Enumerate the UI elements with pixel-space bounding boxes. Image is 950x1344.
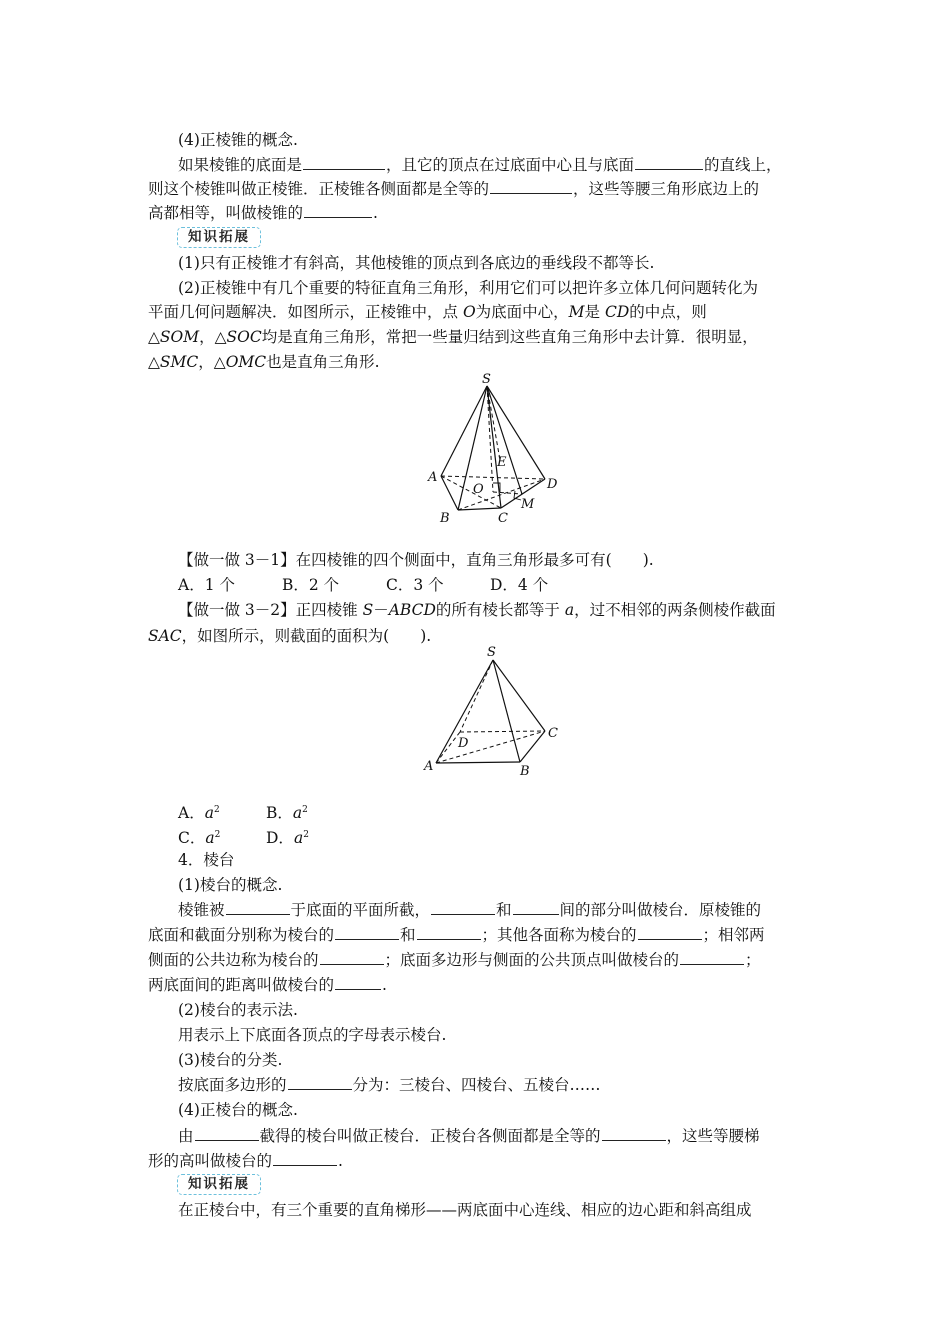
paragraph-line: 侧面的公共边称为棱台的 ；底面多边形与侧面的公共顶点叫做棱台的 ； bbox=[148, 951, 761, 969]
regular-frustum-heading: (4)正棱台的概念. bbox=[178, 1101, 298, 1119]
extension-point-2: (2)正棱锥中有几个重要的特征直角三角形，利用它们可以把许多立体几何问题转化为 bbox=[178, 279, 758, 297]
knowledge-extension-badge: 知识拓展 bbox=[177, 227, 261, 248]
paragraph-line: 形的高叫做棱台的 . bbox=[148, 1152, 343, 1170]
fill-blank[interactable] bbox=[513, 900, 559, 915]
label-C: C bbox=[498, 511, 508, 526]
label-S: S bbox=[482, 372, 491, 387]
paragraph-line: 两底面间的距离叫做棱台的 . bbox=[148, 976, 387, 994]
fill-blank[interactable] bbox=[335, 925, 399, 940]
extension-point-1: (1)只有正棱锥才有斜高，其他棱锥的顶点到各底边的垂线段不都等长. bbox=[178, 254, 655, 272]
label-B: B bbox=[520, 764, 530, 779]
label-S: S bbox=[487, 645, 496, 660]
hidden-edge-SD bbox=[460, 660, 493, 732]
hidden-diagonal-AC bbox=[436, 731, 545, 763]
option-b[interactable]: B．$a^2$ bbox=[266, 804, 308, 823]
pyramid-figure-1 bbox=[420, 368, 570, 528]
fill-blank[interactable] bbox=[226, 900, 290, 915]
exercise-3-2-question: 【做一做 3－2】正四棱锥 S－ABCD的所有棱长都等于 a，过不相邻的两条侧棱作截面 bbox=[178, 601, 776, 619]
label-A: A bbox=[428, 470, 438, 485]
label-D: D bbox=[547, 477, 558, 492]
edge-SA bbox=[441, 386, 487, 476]
fill-blank[interactable] bbox=[320, 950, 384, 965]
fill-blank[interactable] bbox=[417, 925, 481, 940]
fill-blank[interactable] bbox=[304, 203, 372, 218]
paragraph-line: 底面和截面分别称为棱台的 和 ；其他各面称为棱台的 ；相邻两 bbox=[148, 926, 765, 944]
hidden-edge-AD bbox=[436, 732, 460, 763]
edge-BC bbox=[520, 731, 545, 762]
paragraph-line: △SMC，△OMC也是直角三角形. bbox=[148, 353, 380, 371]
label-A: A bbox=[424, 759, 434, 774]
option-b[interactable]: B．2 个 bbox=[282, 576, 340, 594]
edge-AB bbox=[441, 476, 458, 510]
frustum-notation-heading: (2)棱台的表示法. bbox=[178, 1001, 298, 1019]
regular-pyramid-heading: (4)正棱锥的概念. bbox=[178, 131, 298, 149]
exercise-3-1-options bbox=[178, 575, 548, 595]
knowledge-extension-badge: 知识拓展 bbox=[177, 1174, 261, 1195]
exercise-3-1-question: 【做一做 3－1】在四棱锥的四个侧面中，直角三角形最多可有( ). bbox=[178, 551, 654, 569]
fill-blank[interactable] bbox=[490, 179, 572, 194]
frustum-classification-heading: (3)棱台的分类. bbox=[178, 1051, 283, 1069]
frustum-concept-heading: (1)棱台的概念. bbox=[178, 876, 283, 894]
label-D: D bbox=[458, 736, 469, 751]
edge-SB bbox=[493, 660, 520, 762]
section-title-frustum: 4．棱台 bbox=[178, 851, 235, 869]
pyramid-figure-2 bbox=[420, 640, 570, 780]
frustum-extension-text: 在正棱台中，有三个重要的直角梯形——两底面中心连线、相应的边心距和斜高组成 bbox=[178, 1201, 752, 1219]
edge-SC bbox=[493, 660, 545, 731]
hidden-edge-DC bbox=[460, 731, 545, 732]
frustum-notation-text: 用表示上下底面各顶点的字母表示棱台. bbox=[178, 1026, 447, 1044]
exercise-3-2-options-ab bbox=[178, 800, 308, 823]
label-O: O bbox=[473, 482, 484, 497]
option-a[interactable]: A．$a^2$ bbox=[178, 804, 220, 823]
fill-blank[interactable] bbox=[602, 1126, 666, 1141]
option-d[interactable]: D．4 个 bbox=[490, 576, 549, 594]
paragraph-line: 则这个棱锥叫做正棱锥．正棱锥各侧面都是全等的 ，这些等腰三角形底边上的 bbox=[148, 180, 760, 198]
paragraph-line: 由 截得的棱台叫做正棱台．正棱台各侧面都是全等的 ，这些等腰梯 bbox=[178, 1127, 760, 1145]
label-B: B bbox=[440, 511, 450, 526]
option-c[interactable]: C．3 个 bbox=[386, 576, 444, 594]
option-a[interactable]: A．1 个 bbox=[178, 576, 235, 594]
fill-blank[interactable] bbox=[195, 1126, 259, 1141]
paragraph-line: 平面几何问题解决．如图所示，正棱锥中，点 O为底面中心，M是 CD的中点，则 bbox=[148, 303, 707, 321]
fill-blank[interactable] bbox=[635, 155, 703, 170]
label-C: C bbox=[548, 726, 558, 741]
fill-blank[interactable] bbox=[638, 925, 702, 940]
paragraph-line: △SOM，△SOC均是直角三角形，常把一些量归结到这些直角三角形中去计算．很明显， bbox=[148, 328, 758, 346]
fill-blank[interactable] bbox=[273, 1151, 337, 1166]
paragraph-line: 如果棱锥的底面是 ，且它的顶点在过底面中心且与底面 的直线上， bbox=[178, 156, 782, 174]
fill-blank[interactable] bbox=[431, 900, 495, 915]
edge-BC bbox=[458, 508, 501, 510]
paragraph-line: 高都相等，叫做棱锥的 . bbox=[148, 204, 378, 222]
option-d[interactable]: D．$a^2$ bbox=[266, 829, 309, 848]
label-E: E bbox=[497, 455, 507, 470]
label-M: M bbox=[521, 497, 535, 512]
paragraph-line: 棱锥被 于底面的平面所截， 和 间的部分叫做棱台．原棱锥的 bbox=[178, 901, 762, 919]
option-c[interactable]: C．$a^2$ bbox=[178, 829, 221, 848]
edge-AB bbox=[436, 762, 520, 763]
fill-blank[interactable] bbox=[303, 155, 385, 170]
paragraph-line: SAC，如图所示，则截面的面积为( ). bbox=[148, 627, 432, 645]
exercise-3-2-options-cd bbox=[178, 825, 309, 848]
fill-blank[interactable] bbox=[680, 950, 744, 965]
hidden-edge-AD bbox=[441, 476, 545, 479]
fill-blank[interactable] bbox=[335, 975, 381, 990]
fill-blank[interactable] bbox=[288, 1075, 352, 1090]
paragraph-line: 按底面多边形的 分为：三棱台、四棱台、五棱台…… bbox=[178, 1076, 601, 1094]
